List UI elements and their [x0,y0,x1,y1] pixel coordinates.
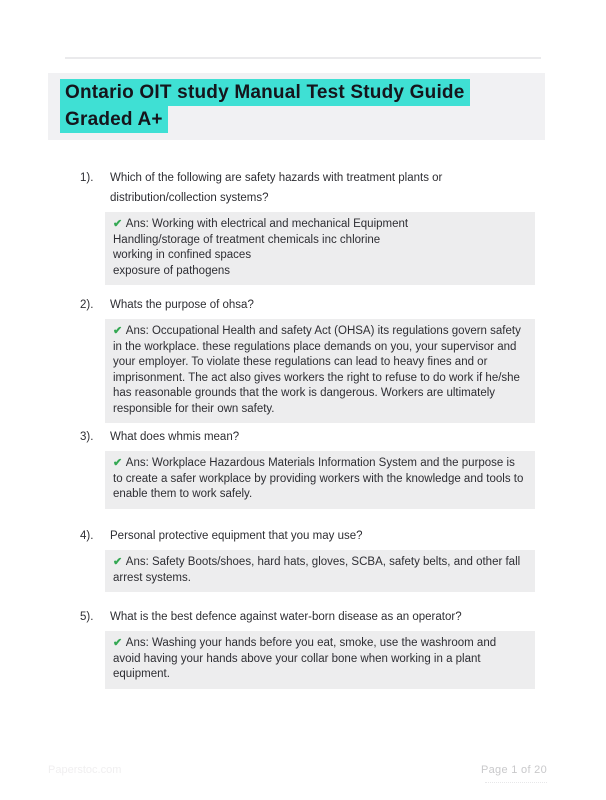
question-block-3 [80,427,537,509]
question-text: Which of the following are safety hazards with treatment plants or distribution/collection systems? [110,172,443,204]
question-number: 3). [80,431,94,443]
question-block-4 [80,526,537,592]
answer-text: working in confined spaces [113,249,252,261]
question-number: 1). [80,172,94,184]
page-number: Page 1 of 20 [481,764,547,776]
question-block-1 [80,168,537,285]
answer-box [105,212,535,285]
question-number: 4). [80,530,94,542]
answer-text: Ans: Workplace Hazardous Materials Information System and the purpose is to create a safer workplace by providing workers with the knowledge and tools to enable them to work safely. [113,457,524,500]
answer-box [105,631,535,689]
question-text: What is the best defence against water-born disease as an operator? [110,611,462,623]
answer-text: Ans: Washing your hands before you eat, smoke, use the washroom and avoid having your hands above your collar bone when working in a plant equipment. [113,637,497,680]
question-text: What does whmis mean? [110,431,240,443]
check-icon: ✔ [113,218,123,230]
question-text: Personal protective equipment that you may use? [110,530,363,542]
question-block-5 [80,607,537,689]
question-block-2 [80,295,537,423]
answer-text: Ans: Working with electrical and mechanical Equipment [125,218,409,230]
check-icon: ✔ [113,637,123,649]
page-title-line-2: Graded A+ [60,106,168,133]
check-icon: ✔ [113,556,123,568]
question-number: 5). [80,611,94,623]
question-text: Whats the purpose of ohsa? [110,299,254,311]
answer-box [105,319,535,423]
answer-box [105,550,535,592]
question-number: 2). [80,299,94,311]
check-icon: ✔ [113,457,123,469]
answer-text: Handling/storage of treatment chemicals inc chlorine [113,233,381,246]
answer-text: exposure of pathogens [113,264,231,277]
answer-box [105,451,535,509]
footer-divider [485,782,547,783]
page-title-line-1: Ontario OIT study Manual Test Study Guide [60,79,470,106]
footer-watermark: Paperstoc.com [48,764,122,776]
check-icon: ✔ [113,325,123,337]
answer-text: Ans: Safety Boots/shoes, hard hats, gloves, SCBA, safety belts, and other fall arrest systems. [113,556,521,584]
answer-text: Ans: Occupational Health and safety Act (OHSA) its regulations govern safety in the workplace. these regulations place demands on you, your supervisor and your employer. To violate these regulations can lead to heavy fines and or imprisonment. The act also gives workers the right to refuse to do work if he/she has reasonable grounds that the work is dangerous. Workers are ultimately responsible for their own safety. [113,325,521,415]
